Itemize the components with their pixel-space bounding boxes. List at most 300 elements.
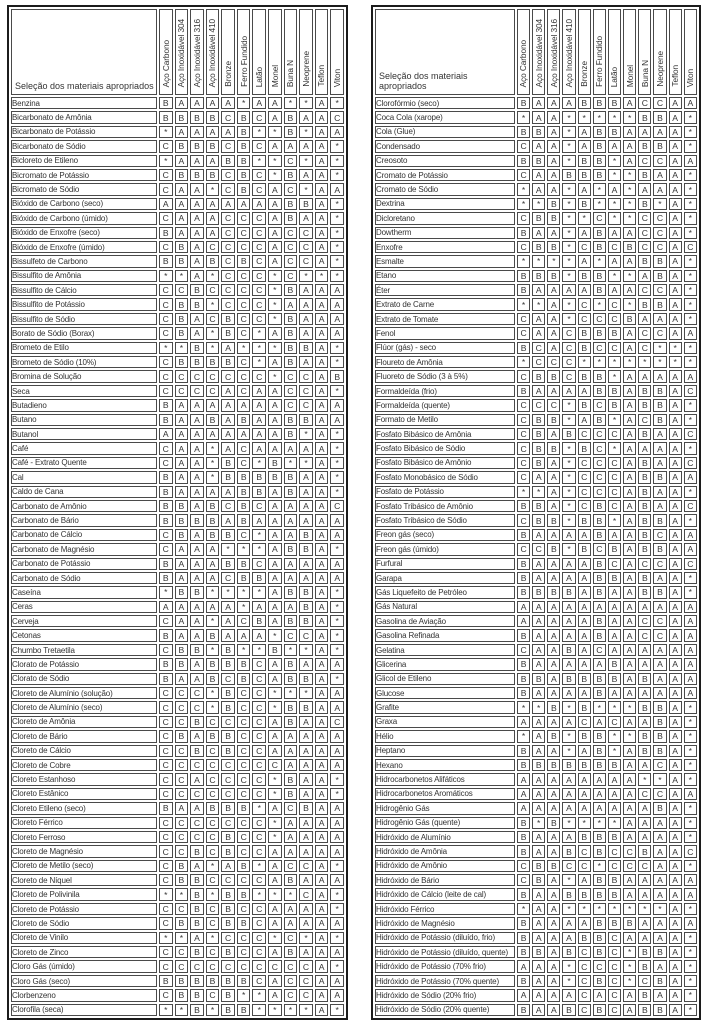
rating-cell: B <box>190 716 204 728</box>
rating-cell: A <box>315 860 329 872</box>
rating-cell: A <box>669 442 682 454</box>
rating-cell: A <box>593 788 606 800</box>
rating-cell: * <box>159 932 173 944</box>
material-name: Cloreto Férrico <box>11 817 157 829</box>
rating-cell: A <box>315 932 329 944</box>
table-row <box>375 932 697 944</box>
rating-cell: A <box>638 888 651 900</box>
rating-cell: C <box>593 342 606 354</box>
table-row <box>11 701 344 713</box>
rating-cell: A <box>669 471 682 483</box>
rating-cell: * <box>638 773 651 785</box>
rating-cell: B <box>517 759 530 771</box>
rating-cell: C <box>593 313 606 325</box>
rating-cell: C <box>684 558 697 570</box>
rating-cell: A <box>284 745 298 757</box>
rating-cell: C <box>237 327 251 339</box>
rating-cell: A <box>190 629 204 641</box>
rating-cell: * <box>284 644 298 656</box>
table-row <box>375 227 697 239</box>
rating-cell: B <box>638 399 651 411</box>
rating-cell: A <box>315 788 329 800</box>
rating-cell: A <box>669 673 682 685</box>
rating-cell: C <box>593 399 606 411</box>
rating-cell: B <box>299 615 313 627</box>
rating-cell: * <box>562 975 575 987</box>
rating-cell: * <box>175 1004 189 1016</box>
rating-cell: * <box>684 313 697 325</box>
rating-cell: A <box>532 97 545 109</box>
rating-cell: A <box>532 601 545 613</box>
rating-cell: C <box>299 385 313 397</box>
rating-cell: A <box>669 428 682 440</box>
rating-cell: A <box>623 1004 636 1016</box>
rating-cell: A <box>315 989 329 1001</box>
rating-cell: B <box>284 788 298 800</box>
rating-cell: C <box>284 370 298 382</box>
selection-caption <box>11 9 157 95</box>
rating-cell: C <box>175 788 189 800</box>
rating-cell: A <box>175 601 189 613</box>
rating-cell: A <box>578 126 591 138</box>
rating-cell: C <box>284 989 298 1001</box>
rating-cell: * <box>252 457 266 469</box>
rating-cell: * <box>252 802 266 814</box>
material-name: Gás Liquefeito de Petróleo <box>375 586 515 598</box>
rating-cell: C <box>517 212 530 224</box>
rating-cell: A <box>638 687 651 699</box>
table-row <box>375 644 697 656</box>
rating-cell: C <box>221 773 235 785</box>
column-header <box>330 9 344 95</box>
table-row <box>11 471 344 483</box>
rating-cell: * <box>330 428 344 440</box>
rating-cell: * <box>578 111 591 123</box>
rating-cell: B <box>221 831 235 843</box>
rating-cell: * <box>562 745 575 757</box>
rating-cell: * <box>268 888 282 900</box>
rating-cell: C <box>653 212 666 224</box>
rating-cell: C <box>299 860 313 872</box>
rating-cell: * <box>237 644 251 656</box>
column-header <box>532 9 545 95</box>
rating-cell: B <box>237 126 251 138</box>
rating-cell: A <box>315 155 329 167</box>
rating-cell: * <box>562 183 575 195</box>
material-name: Cromato de Potássio <box>375 169 515 181</box>
rating-cell: A <box>653 658 666 670</box>
rating-cell: A <box>190 327 204 339</box>
rating-cell: C <box>623 860 636 872</box>
column-header-label: Aço Inoxidável 316 <box>191 18 202 87</box>
rating-cell: B <box>532 126 545 138</box>
column-header-label: Bronze <box>579 61 590 87</box>
rating-cell: A <box>547 831 560 843</box>
table-row <box>11 788 344 800</box>
rating-cell: C <box>159 298 173 310</box>
rating-cell: B <box>547 212 560 224</box>
rating-cell: A <box>268 572 282 584</box>
rating-cell: A <box>315 817 329 829</box>
rating-cell: B <box>593 97 606 109</box>
rating-cell: B <box>175 860 189 872</box>
rating-cell: B <box>517 658 530 670</box>
material-name: Clorbenzeno <box>11 989 157 1001</box>
rating-cell: * <box>284 687 298 699</box>
rating-cell: * <box>684 903 697 915</box>
rating-cell: C <box>206 284 220 296</box>
rating-cell: C <box>608 486 621 498</box>
rating-cell: * <box>684 745 697 757</box>
rating-cell: C <box>284 629 298 641</box>
rating-cell: A <box>190 471 204 483</box>
material-name: Hidrocarbonetos Aromáticos <box>375 788 515 800</box>
rating-cell: C <box>175 759 189 771</box>
rating-cell: A <box>330 874 344 886</box>
rating-cell: A <box>653 169 666 181</box>
rating-cell: * <box>268 342 282 354</box>
rating-cell: A <box>638 126 651 138</box>
table-row <box>11 960 344 972</box>
rating-cell: A <box>623 788 636 800</box>
rating-cell: B <box>517 673 530 685</box>
material-name: Hidrocarbonetos Alifáticos <box>375 773 515 785</box>
column-header <box>237 9 251 95</box>
rating-cell: A <box>268 327 282 339</box>
column-header-label: Aço Inoxidável 304 <box>533 18 544 87</box>
rating-cell: B <box>517 500 530 512</box>
rating-cell: B <box>608 572 621 584</box>
rating-cell: C <box>578 457 591 469</box>
rating-cell: B <box>252 471 266 483</box>
column-header <box>315 9 329 95</box>
table-row <box>375 572 697 584</box>
rating-cell: C <box>237 529 251 541</box>
rating-cell: A <box>532 888 545 900</box>
rating-cell: * <box>532 486 545 498</box>
rating-cell: A <box>562 932 575 944</box>
rating-cell: C <box>653 155 666 167</box>
rating-cell: A <box>268 255 282 267</box>
rating-cell: A <box>578 658 591 670</box>
rating-cell: B <box>175 917 189 929</box>
rating-cell: * <box>206 471 220 483</box>
rating-cell: B <box>237 673 251 685</box>
rating-cell: * <box>562 730 575 742</box>
rating-cell: B <box>608 831 621 843</box>
rating-cell: C <box>638 97 651 109</box>
rating-cell: A <box>547 155 560 167</box>
rating-cell: A <box>330 845 344 857</box>
rating-cell: * <box>684 514 697 526</box>
rating-cell: B <box>578 888 591 900</box>
rating-cell: B <box>159 97 173 109</box>
material-name: Dextrina <box>375 198 515 210</box>
rating-cell: B <box>593 759 606 771</box>
rating-cell: C <box>517 860 530 872</box>
rating-cell: A <box>623 327 636 339</box>
rating-cell: A <box>547 601 560 613</box>
rating-cell: C <box>237 745 251 757</box>
rating-cell: * <box>638 903 651 915</box>
rating-cell: * <box>684 716 697 728</box>
material-name: Hidróxido de Alumínio <box>375 831 515 843</box>
rating-cell: A <box>638 658 651 670</box>
rating-cell: C <box>284 802 298 814</box>
rating-cell: * <box>532 255 545 267</box>
rating-cell: C <box>517 313 530 325</box>
rating-cell: B <box>562 946 575 958</box>
rating-cell: B <box>578 543 591 555</box>
rating-cell: B <box>159 500 173 512</box>
rating-cell: * <box>315 270 329 282</box>
rating-cell: B <box>190 298 204 310</box>
material-name: Cloro Gás (seco) <box>11 975 157 987</box>
rating-cell: * <box>593 255 606 267</box>
rating-cell: C <box>159 788 173 800</box>
rating-cell: A <box>593 658 606 670</box>
rating-cell: A <box>284 558 298 570</box>
rating-cell: A <box>299 558 313 570</box>
material-name: Clorato de Potássio <box>11 658 157 670</box>
rating-cell: * <box>206 183 220 195</box>
rating-cell: B <box>221 888 235 900</box>
rating-cell: B <box>221 356 235 368</box>
rating-cell: C <box>221 169 235 181</box>
material-name: Glucose <box>375 687 515 699</box>
column-header-label: Aço Inoxidável 410 <box>207 18 218 87</box>
rating-cell: B <box>593 932 606 944</box>
rating-cell: C <box>252 370 266 382</box>
column-header-label: Aço Inoxidável 304 <box>176 18 187 87</box>
rating-cell: A <box>206 601 220 613</box>
rating-cell: A <box>330 572 344 584</box>
rating-cell: A <box>562 989 575 1001</box>
rating-cell: * <box>623 183 636 195</box>
rating-cell: A <box>578 572 591 584</box>
rating-cell: C <box>159 917 173 929</box>
rating-cell: C <box>252 313 266 325</box>
rating-cell: C <box>237 903 251 915</box>
rating-cell: A <box>299 831 313 843</box>
rating-cell: * <box>623 730 636 742</box>
rating-cell: C <box>159 989 173 1001</box>
rating-cell: B <box>532 442 545 454</box>
rating-cell: C <box>206 845 220 857</box>
table-row <box>375 759 697 771</box>
rating-cell: C <box>237 874 251 886</box>
rating-cell: A <box>315 313 329 325</box>
rating-cell: A <box>684 888 697 900</box>
table-row <box>11 932 344 944</box>
rating-cell: * <box>608 169 621 181</box>
column-header <box>221 9 235 95</box>
rating-cell: * <box>252 327 266 339</box>
rating-cell: B <box>237 414 251 426</box>
rating-cell: C <box>175 745 189 757</box>
rating-cell: C <box>159 370 173 382</box>
rating-cell: A <box>653 888 666 900</box>
rating-cell: C <box>638 558 651 570</box>
rating-cell: A <box>532 385 545 397</box>
rating-cell: A <box>562 97 575 109</box>
rating-cell: B <box>638 1004 651 1016</box>
rating-cell: A <box>190 198 204 210</box>
rating-cell: C <box>190 385 204 397</box>
rating-cell: B <box>638 486 651 498</box>
rating-cell: B <box>578 198 591 210</box>
rating-cell: A <box>330 701 344 713</box>
rating-cell: B <box>237 888 251 900</box>
rating-cell: A <box>315 500 329 512</box>
rating-cell: A <box>669 241 682 253</box>
rating-cell: A <box>268 399 282 411</box>
rating-cell: A <box>578 227 591 239</box>
table-row <box>11 644 344 656</box>
rating-cell: B <box>517 932 530 944</box>
rating-cell: A <box>547 658 560 670</box>
material-name: Café <box>11 442 157 454</box>
rating-cell: A <box>175 543 189 555</box>
rating-cell: A <box>330 183 344 195</box>
material-name: Fosfato Bibásico de Amônio <box>375 457 515 469</box>
rating-cell: B <box>517 831 530 843</box>
rating-cell: A <box>268 989 282 1001</box>
rating-cell: * <box>562 227 575 239</box>
rating-cell: * <box>268 629 282 641</box>
rating-cell: C <box>159 701 173 713</box>
rating-cell: B <box>206 730 220 742</box>
table-row <box>375 946 697 958</box>
table-row <box>375 745 697 757</box>
rating-cell: B <box>517 975 530 987</box>
rating-cell: * <box>330 442 344 454</box>
rating-cell: C <box>517 442 530 454</box>
rating-cell: C <box>578 428 591 440</box>
rating-cell: C <box>175 687 189 699</box>
rating-cell: A <box>669 975 682 987</box>
rating-cell: A <box>669 370 682 382</box>
rating-cell: A <box>623 888 636 900</box>
rating-cell: B <box>206 356 220 368</box>
rating-cell: B <box>284 212 298 224</box>
material-name: Carbonato de Potássio <box>11 558 157 570</box>
rating-cell: A <box>608 601 621 613</box>
rating-cell: B <box>221 471 235 483</box>
rating-cell: A <box>623 831 636 843</box>
rating-cell: C <box>237 457 251 469</box>
material-name: Cloro Gás (úmido) <box>11 960 157 972</box>
material-name: Butanol <box>11 428 157 440</box>
table-row <box>375 975 697 987</box>
rating-cell: A <box>221 414 235 426</box>
rating-cell: * <box>159 1004 173 1016</box>
rating-cell: A <box>315 298 329 310</box>
rating-cell: B <box>593 745 606 757</box>
rating-cell: * <box>175 932 189 944</box>
rating-cell: * <box>299 1004 313 1016</box>
material-name: Cola (Glue) <box>375 126 515 138</box>
rating-cell: B <box>159 414 173 426</box>
rating-cell: A <box>284 514 298 526</box>
table-row <box>375 342 697 354</box>
rating-cell: * <box>684 486 697 498</box>
rating-cell: A <box>315 140 329 152</box>
material-name: Cloreto de Polivinila <box>11 888 157 900</box>
rating-cell: * <box>684 572 697 584</box>
column-header <box>252 9 266 95</box>
rating-cell: A <box>268 917 282 929</box>
table-row <box>11 615 344 627</box>
rating-cell: B <box>578 270 591 282</box>
rating-cell: A <box>532 716 545 728</box>
rating-cell: C <box>608 313 621 325</box>
rating-cell: C <box>206 831 220 843</box>
rating-cell: A <box>638 270 651 282</box>
rating-cell: A <box>190 442 204 454</box>
rating-cell: C <box>517 140 530 152</box>
rating-cell: B <box>159 658 173 670</box>
rating-cell: C <box>517 241 530 253</box>
rating-cell: A <box>175 471 189 483</box>
rating-cell: B <box>638 428 651 440</box>
table-row <box>375 399 697 411</box>
material-name: Caldo de Cana <box>11 486 157 498</box>
rating-cell: A <box>623 227 636 239</box>
rating-cell: C <box>252 298 266 310</box>
rating-cell: B <box>175 658 189 670</box>
table-row <box>375 313 697 325</box>
rating-cell: B <box>608 385 621 397</box>
rating-cell: A <box>684 97 697 109</box>
rating-cell: C <box>532 356 545 368</box>
rating-cell: A <box>330 514 344 526</box>
table-row <box>375 874 697 886</box>
rating-cell: * <box>330 932 344 944</box>
rating-cell: C <box>638 284 651 296</box>
rating-cell: C <box>284 183 298 195</box>
rating-cell: A <box>315 414 329 426</box>
rating-cell: * <box>517 198 530 210</box>
rating-cell: C <box>190 759 204 771</box>
rating-cell: * <box>299 457 313 469</box>
rating-cell: A <box>190 428 204 440</box>
rating-cell: B <box>547 586 560 598</box>
rating-cell: A <box>547 615 560 627</box>
table-row <box>375 903 697 915</box>
rating-cell: B <box>237 1004 251 1016</box>
rating-cell: A <box>547 111 560 123</box>
rating-cell: C <box>237 817 251 829</box>
rating-cell: A <box>315 629 329 641</box>
rating-cell: A <box>532 788 545 800</box>
table-row <box>375 601 697 613</box>
rating-cell: A <box>517 773 530 785</box>
rating-cell: * <box>578 356 591 368</box>
rating-cell: A <box>206 572 220 584</box>
rating-cell: A <box>578 414 591 426</box>
material-name: Clorato de Sódio <box>11 673 157 685</box>
material-name: Bióxido de Enxofre (seco) <box>11 227 157 239</box>
rating-cell: C <box>159 946 173 958</box>
rating-cell: B <box>593 327 606 339</box>
rating-cell: * <box>206 327 220 339</box>
rating-cell: A <box>175 615 189 627</box>
rating-cell: B <box>221 313 235 325</box>
column-header-label: Aço Inoxidável 410 <box>563 18 574 87</box>
material-name: Bicarbonato de Potássio <box>11 126 157 138</box>
material-name: Extrato de Carne <box>375 298 515 310</box>
